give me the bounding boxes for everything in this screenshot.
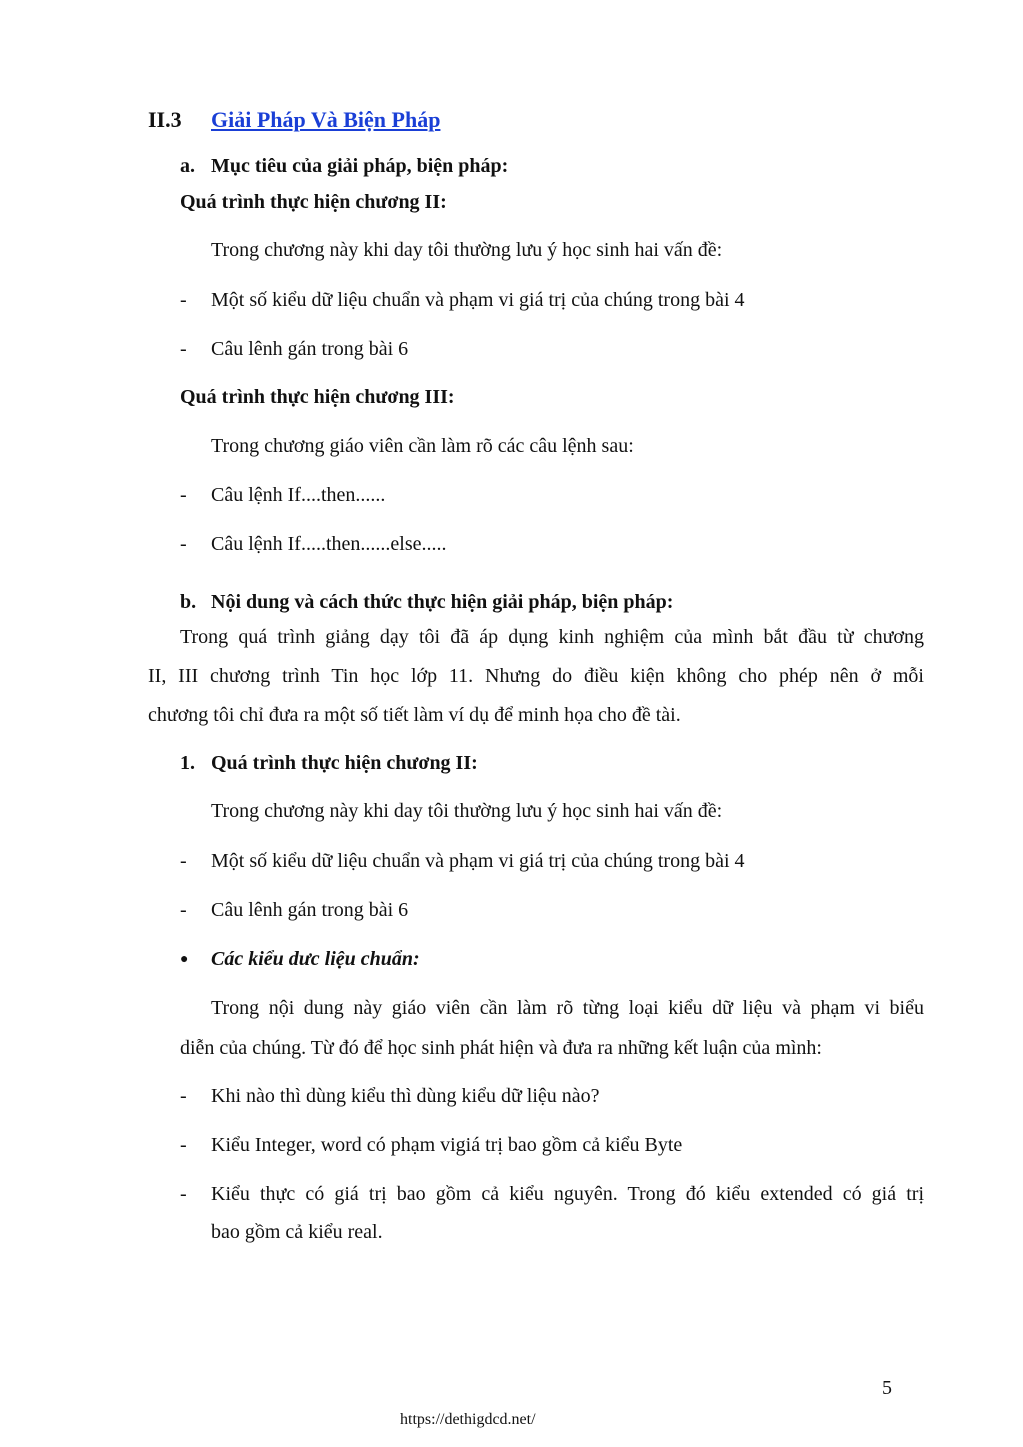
dash-marker: - (180, 1183, 187, 1205)
dash-marker: - (180, 484, 187, 506)
part-b-heading: Nội dung và cách thức thực hiện giải pháp, biện pháp: (211, 591, 674, 613)
list-item-line: bao gồm cả kiểu real. (211, 1221, 383, 1243)
part-1-label: 1. (180, 752, 195, 774)
part-a-ch2-heading: Quá trình thực hiện chương II: (180, 191, 447, 213)
dash-marker: - (180, 338, 187, 360)
list-item: Câu lênh gán trong bài 6 (211, 899, 409, 921)
part-1-intro: Trong chương này khi day tôi thường lưu ý học sinh hai vấn đề: (211, 800, 723, 822)
dash-marker: - (180, 899, 187, 921)
part-b-label: b. (180, 591, 197, 613)
dash-marker: - (180, 289, 187, 311)
list-item: Khi nào thì dùng kiểu thì dùng kiểu dữ liệu nào? (211, 1085, 600, 1107)
list-item: Một số kiểu dữ liệu chuẩn và phạm vi giá trị của chúng trong bài 4 (211, 850, 745, 872)
list-item: Câu lệnh If.....then......else..... (211, 533, 447, 555)
page-number: 5 (882, 1377, 892, 1399)
part-b-paragraph-line: chương tôi chỉ đưa ra một số tiết làm ví dụ để minh họa cho đề tài. (148, 704, 681, 726)
part-a-ch3-heading: Quá trình thực hiện chương III: (180, 386, 455, 408)
bullet-marker: ● (180, 952, 189, 967)
bullet-paragraph-line: Trong nội dung này giáo viên cần làm rõ từng loại kiểu dữ liệu và phạm vi biểu (211, 997, 924, 1019)
dash-marker: - (180, 850, 187, 872)
bullet-paragraph-line: diễn của chúng. Từ đó để học sinh phát hiện và đưa ra những kết luận của mình: (180, 1037, 822, 1059)
part-b-paragraph-line: Trong quá trình giảng dạy tôi đã áp dụng kinh nghiệm của mình bắt đầu từ chương (180, 626, 924, 648)
part-a-heading: Mục tiêu của giải pháp, biện pháp: (211, 155, 509, 177)
list-item-line: Kiểu thực có giá trị bao gồm cả kiểu nguyên. Trong đó kiểu extended có giá trị (211, 1183, 924, 1205)
part-a-ch3-intro: Trong chương giáo viên cần làm rõ các câu lệnh sau: (211, 435, 634, 457)
list-item: Câu lệnh If....then...... (211, 484, 386, 506)
part-1-heading: Quá trình thực hiện chương II: (211, 752, 478, 774)
part-a-ch2-intro: Trong chương này khi day tôi thường lưu ý học sinh hai vấn đề: (211, 239, 723, 261)
section-title-link[interactable]: Giải Pháp Và Biện Pháp (211, 107, 441, 132)
part-b-paragraph-line: II, III chương trình Tin học lớp 11. Nhưng do điều kiện không cho phép nên ở mỗi (148, 665, 924, 687)
dash-marker: - (180, 533, 187, 555)
part-a-label: a. (180, 155, 195, 177)
list-item: Câu lênh gán trong bài 6 (211, 338, 409, 360)
list-item: Kiểu Integer, word có phạm vigiá trị bao gồm cả kiểu Byte (211, 1134, 683, 1156)
bullet-heading: Các kiểu dưc liệu chuẩn: (211, 948, 420, 970)
footer-url[interactable]: https://dethigdcd.net/ (400, 1411, 536, 1428)
dash-marker: - (180, 1085, 187, 1107)
section-number: II.3 (148, 107, 182, 132)
dash-marker: - (180, 1134, 187, 1156)
list-item: Một số kiểu dữ liệu chuẩn và phạm vi giá trị của chúng trong bài 4 (211, 289, 745, 311)
